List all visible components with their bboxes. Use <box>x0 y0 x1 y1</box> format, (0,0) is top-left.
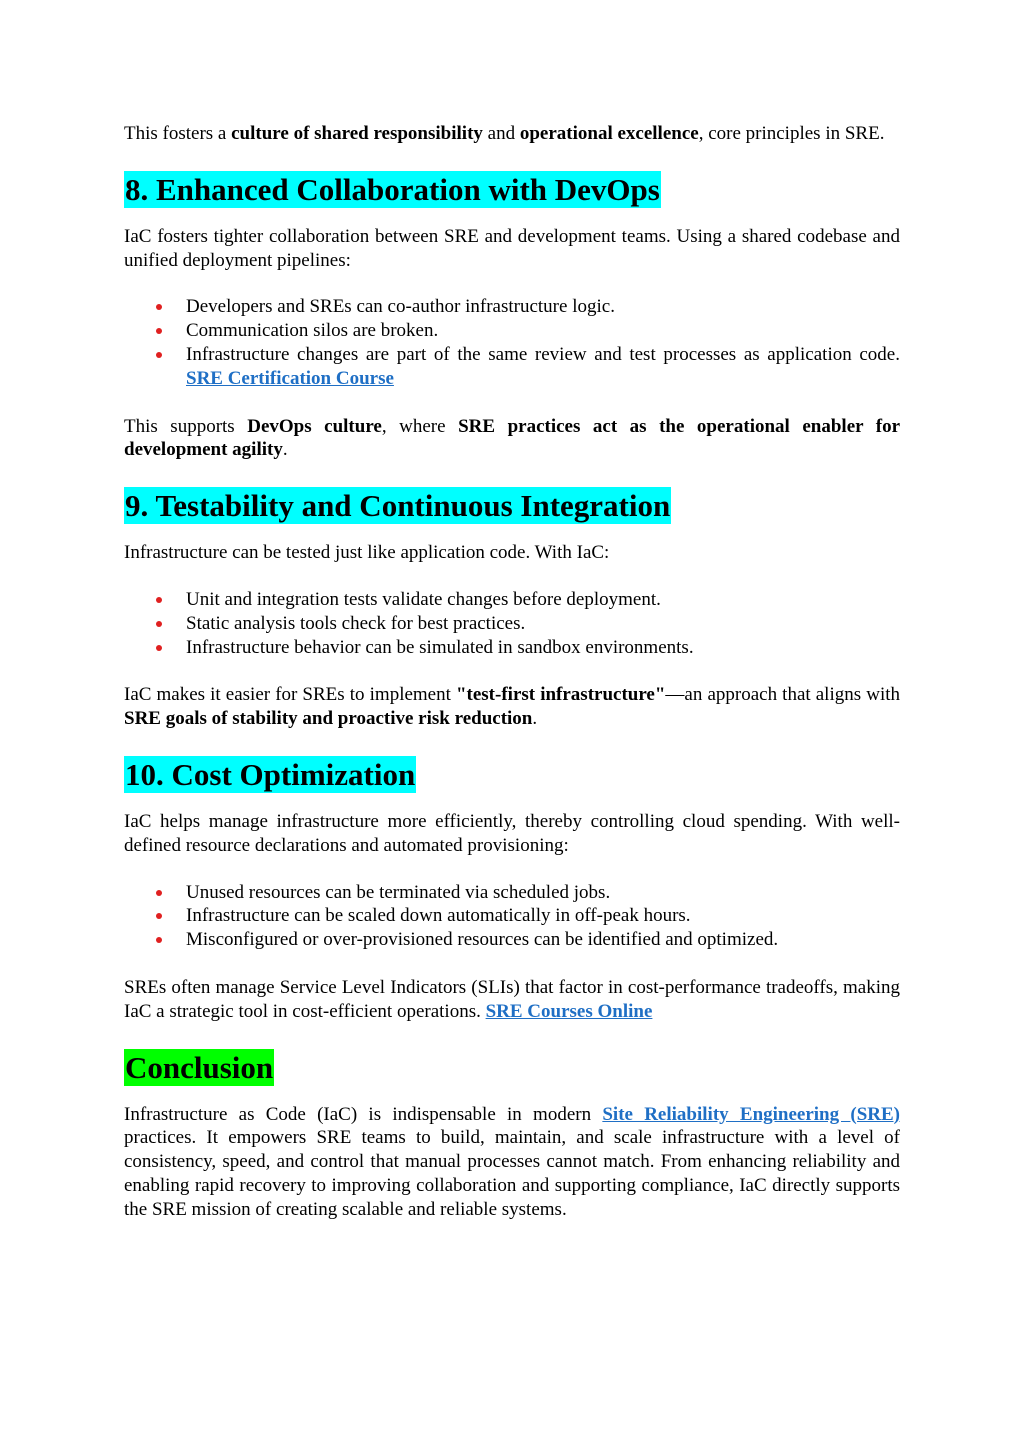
list-item: Unit and integration tests validate changes before deployment. <box>124 588 900 612</box>
list-item: Infrastructure can be scaled down automatically in off-peak hours. <box>124 904 900 928</box>
sre-courses-online-link[interactable]: SRE Courses Online <box>485 1000 653 1022</box>
section-8-paragraph: IaC fosters tighter collaboration between SRE and development teams. Using a shared codebase and unified deployment pipelines: <box>124 225 900 271</box>
list-item: Infrastructure changes are part of the same review and test processes as application code. SRE Certification Course <box>124 343 900 391</box>
bullet-icon <box>156 621 162 627</box>
bullet-icon <box>156 937 162 943</box>
section-8-heading: 8. Enhanced Collaboration with DevOps <box>125 171 660 207</box>
bold-sre-goals: SRE goals of stability and proactive risk reduction <box>124 708 533 730</box>
section-10-bullet-list <box>124 881 900 952</box>
section-8-closing-paragraph: This supports DevOps culture, where SRE practices act as the operational enabler for development agility. <box>124 415 900 461</box>
bullet-icon <box>156 913 162 919</box>
bullet-icon <box>156 304 162 310</box>
list-item: Static analysis tools check for best practices. <box>124 612 900 636</box>
conclusion-heading: Conclusion <box>125 1049 274 1085</box>
section-10-paragraph: IaC helps manage infrastructure more efficiently, thereby controlling cloud spending. With well-defined resource declarations and automated provisioning: <box>124 810 900 856</box>
conclusion-paragraph: Infrastructure as Code (IaC) is indispensable in modern Site Reliability Engineering (SRE) practices. It empowers SRE teams to build, maintain, and scale infrastructure with a level of consistency, speed, and control that manual processes cannot match. From enhancing reliability and enabling rapid recovery to improving collaboration and supporting compliance, IaC directly supports the SRE mission of creating scalable and reliable systems. <box>124 1103 900 1220</box>
bold-test-first-infrastructure: "test-first infrastructure" <box>455 684 666 706</box>
sre-certification-course-link[interactable]: SRE Certification Course <box>186 367 394 389</box>
document-page <box>124 122 900 1222</box>
bullet-icon <box>156 328 162 334</box>
section-9-heading: 9. Testability and Continuous Integration <box>125 488 671 524</box>
section-10-heading: 10. Cost Optimization <box>125 756 416 792</box>
section-8-bullet-list <box>124 295 900 390</box>
section-9-paragraph: Infrastructure can be tested just like application code. With IaC: <box>124 542 610 564</box>
intro-paragraph: This fosters a culture of shared responsibility and operational excellence, core principles in SRE. <box>124 123 885 144</box>
section-9-bullet-list <box>124 588 900 659</box>
bullet-icon <box>156 890 162 896</box>
list-item: Unused resources can be terminated via scheduled jobs. <box>124 881 900 905</box>
bullet-icon <box>156 352 162 358</box>
intro-bold-shared-responsibility: culture of shared responsibility <box>231 123 483 144</box>
list-item: Communication silos are broken. <box>124 319 900 343</box>
bold-sre-practices: SRE practices act as the operational enabler for development agility <box>124 415 900 461</box>
list-item: Developers and SREs can co-author infrastructure logic. <box>124 295 900 319</box>
intro-bold-operational-excellence: operational excellence <box>519 123 699 144</box>
bullet-icon <box>156 597 162 603</box>
section-10-closing-paragraph: SREs often manage Service Level Indicators (SLIs) that factor in cost-performance tradeoffs, making IaC a strategic tool in cost-efficient operations. SRE Courses Online <box>124 976 900 1022</box>
section-9-closing-paragraph: IaC makes it easier for SREs to implement "test-first infrastructure"—an approach that aligns with SRE goals of stability and proactive risk reduction. <box>124 684 900 730</box>
list-item: Infrastructure behavior can be simulated in sandbox environments. <box>124 636 900 660</box>
bold-devops-culture: DevOps culture <box>247 415 382 437</box>
site-reliability-engineering-link[interactable]: Site Reliability Engineering (SRE) <box>602 1103 900 1125</box>
list-item: Misconfigured or over-provisioned resources can be identified and optimized. <box>124 928 900 952</box>
bullet-icon <box>156 645 162 651</box>
